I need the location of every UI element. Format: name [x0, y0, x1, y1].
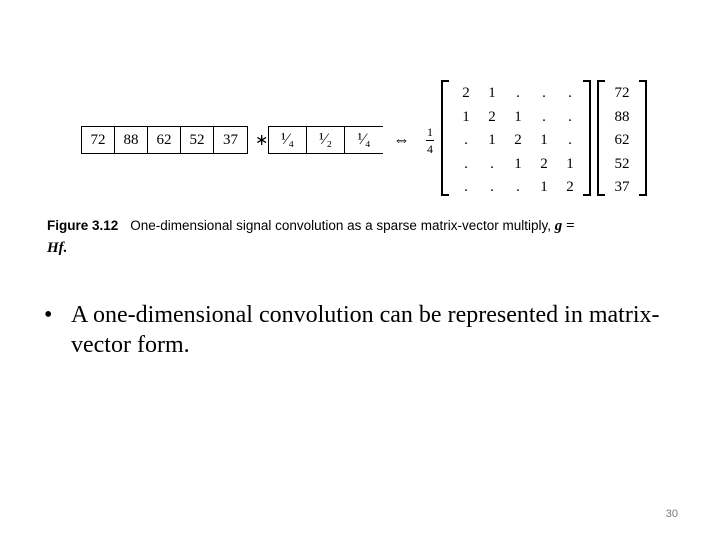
fraction-bar — [426, 140, 434, 141]
matrix-cell: . — [516, 85, 520, 102]
matrix-cell: 2 — [540, 155, 548, 172]
kernel-cell: ¹⁄₂ — [307, 127, 345, 153]
page-number: 30 — [665, 508, 678, 520]
signal-array — [81, 126, 248, 154]
bullet-text: A one-dimensional convolution can be represented in matrix-vector form. — [71, 302, 660, 358]
figure-caption — [47, 215, 687, 259]
matrix-cell: 1 — [540, 132, 548, 149]
matrix-cell: . — [542, 85, 546, 102]
caption-text: One-dimensional signal convolution as a sparse matrix-vector multiply, — [130, 218, 551, 233]
vector-cell: 72 — [614, 85, 630, 102]
signal-cell: 88 — [115, 127, 148, 153]
vector-grid — [599, 82, 645, 200]
matrix-cell: . — [542, 108, 546, 125]
matrix-cell: . — [568, 85, 572, 102]
caption-equation-g: g = — [554, 218, 575, 234]
matrix-cell: 1 — [488, 85, 496, 102]
scale-fraction — [423, 126, 437, 155]
matrix-cell: . — [490, 179, 494, 196]
caption-equation-hf: Hf. — [47, 240, 68, 256]
matrix-cell: 2 — [514, 132, 522, 149]
matrix-cell: . — [568, 132, 572, 149]
signal-cell: 72 — [82, 127, 115, 153]
matrix-cell: 1 — [540, 179, 548, 196]
equivalence-operator: ⇔ — [393, 130, 410, 149]
signal-cell: 37 — [223, 131, 238, 148]
signal-cell: 52 — [181, 127, 214, 153]
matrix-cell: . — [464, 155, 468, 172]
matrix-cell: . — [568, 108, 572, 125]
matrix-cell: 1 — [514, 108, 522, 125]
convolution-operator: ∗ — [255, 132, 269, 149]
matrix-cell: . — [464, 132, 468, 149]
kernel-array — [268, 126, 383, 154]
kernel-cell: ¹⁄₄ — [269, 127, 307, 153]
matrix-cell: . — [516, 179, 520, 196]
vector-cell: 52 — [614, 155, 630, 172]
signal-vector-f — [597, 80, 647, 196]
vector-cell: 37 — [614, 179, 630, 196]
matrix-cell: . — [464, 179, 468, 196]
signal-cell: 62 — [148, 127, 181, 153]
vector-cell: 62 — [614, 132, 630, 149]
matrix-grid — [453, 82, 583, 200]
matrix-cell: 2 — [488, 108, 496, 125]
matrix-cell: 1 — [488, 132, 496, 149]
caption-label: Figure 3.12 — [47, 218, 119, 233]
bullet-point — [44, 300, 684, 360]
bullet-marker: • — [44, 302, 53, 328]
kernel-cell: ¹⁄₄ — [357, 131, 371, 148]
scale-numerator: 1 — [427, 125, 433, 139]
matrix-cell: 2 — [462, 85, 470, 102]
matrix-cell: 1 — [514, 155, 522, 172]
matrix-cell: 1 — [566, 155, 574, 172]
matrix-cell: 2 — [566, 179, 574, 196]
sparse-matrix-h — [441, 80, 591, 196]
scale-denominator: 4 — [427, 142, 433, 156]
vector-cell: 88 — [614, 108, 630, 125]
matrix-cell: 1 — [462, 108, 470, 125]
matrix-cell: . — [490, 155, 494, 172]
